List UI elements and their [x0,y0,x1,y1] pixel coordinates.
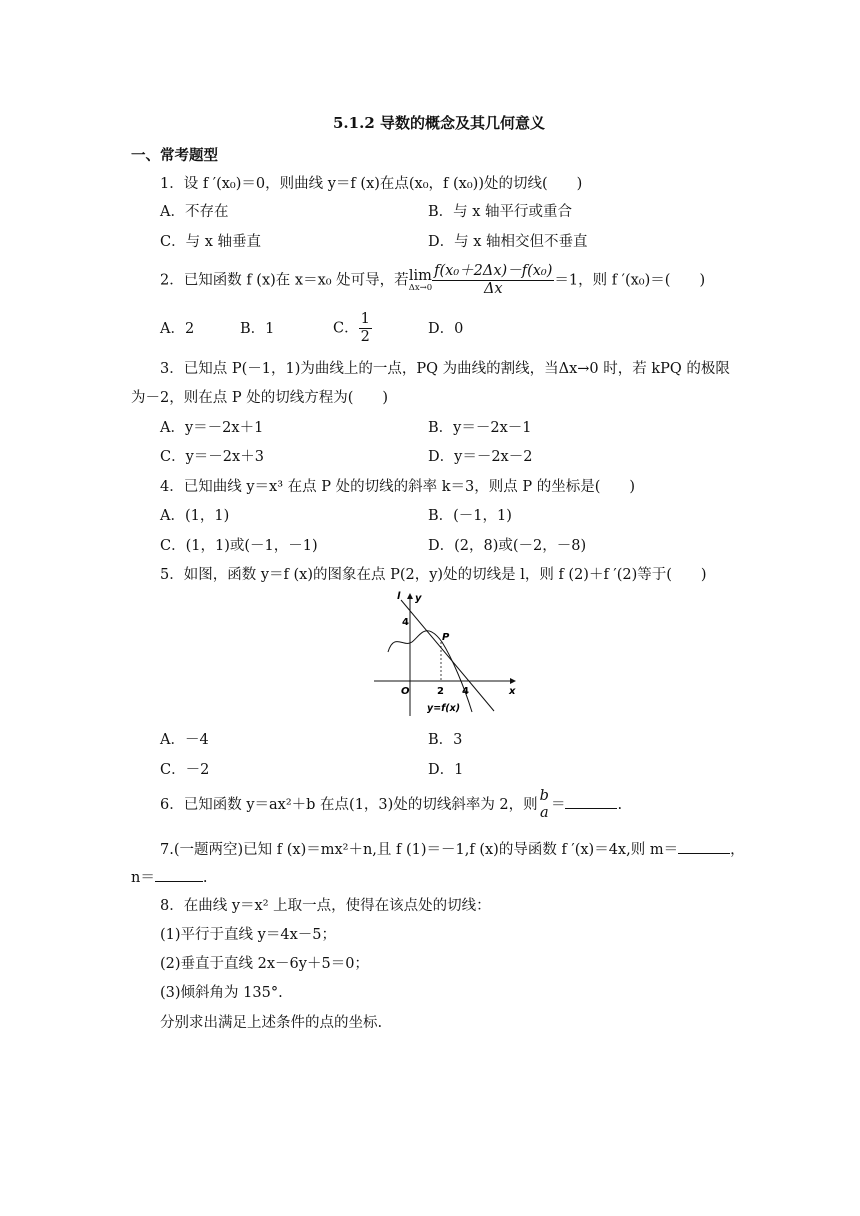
answer-blank[interactable] [565,794,617,809]
question-1-option-b: B．与 x 轴平行或重合 [428,204,573,220]
question-3-line-1: 3．已知点 P(－1，1)为曲线上的一点，PQ 为曲线的割线，当Δx→0 时，若 kPQ 的极限 [160,361,730,377]
question-5-option-b: B．3 [428,732,463,748]
question-4-option-d: D．(2，8)或(－2，－8) [428,538,587,554]
question-2-pre: 2．已知函数 f (x)在 x＝x₀ 处可导，若 [160,272,409,289]
question-7-line-2 [131,867,207,887]
fraction-numerator: 1 [360,311,370,327]
tangent-line-l [401,600,494,711]
question-4-stem: 4．已知曲线 y＝x³ 在点 P 处的切线的斜率 k＝3，则点 P 的坐标是( ) [160,479,636,495]
answer-blank-m[interactable] [678,839,730,854]
question-2-option-c [333,311,372,346]
question-3-option-b: B．y＝－2x－1 [428,420,532,436]
question-1-option-d: D．与 x 轴相交但不垂直 [428,234,588,250]
question-7-n-label: n＝ [131,870,155,886]
line-l-label: l [397,591,401,602]
question-3-option-c: C．y＝－2x＋3 [160,449,264,465]
question-7-line-1 [160,839,745,859]
x-tick-2: 2 [437,686,444,697]
question-6-end: . [617,797,623,813]
function-curve [388,631,472,712]
b-over-a-fraction [538,788,551,822]
question-5-option-a: A．－4 [160,732,209,748]
tangent-line-figure [360,590,525,720]
option-c-label: C． [333,320,359,337]
question-6-equals: ＝ [550,797,566,813]
fraction-numerator: f(x₀＋2Δx)－f(x₀) [434,263,553,279]
x-axis-arrow-icon [510,678,516,684]
question-4-option-b: B．(－1，1) [428,508,512,524]
question-7-end: . [202,870,208,886]
question-7-text: 7.(一题两空)已知 f (x)＝mx²＋n,且 f (1)＝－1,f (x)的导函数 f ′(x)＝4x,则 m＝ [160,842,679,858]
question-5-stem: 5．如图，函数 y＝f (x)的图象在点 P(2，y)处的切线是 l，则 f (2)＋f ′(2)等于( ) [160,567,707,583]
question-3-option-d: D．y＝－2x－2 [428,449,533,465]
question-2-option-a: A．2 [160,321,195,337]
question-4-option-a: A．(1，1) [160,508,230,524]
y-tick-4: 4 [402,617,409,628]
fraction-denominator: 2 [360,329,370,345]
origin-label: O [401,686,410,697]
question-2-option-b: B．1 [240,321,275,337]
point-p-label: P [442,632,450,643]
fraction-denominator: a [539,805,549,821]
question-2-option-d: D．0 [428,321,464,337]
question-8-tail: 分别求出满足上述条件的点的坐标. [160,1015,383,1031]
question-5-option-c: C．－2 [160,762,210,778]
question-1-option-c: C．与 x 轴垂直 [160,234,261,250]
question-7-comma: ， [730,842,745,858]
question-3-line-2: 为－2，则在点 P 处的切线方程为( ) [131,390,389,406]
question-6-stem [160,788,622,822]
question-8-stem: 8．在曲线 y＝x² 上取一点，使得在该点处的切线： [160,898,491,914]
question-6-pre: 6．已知函数 y＝ax²＋b 在点(1，3)处的切线斜率为 2，则 [160,797,538,813]
question-5-option-d: D．1 [428,762,464,778]
question-2-post: ＝1，则 f ′(x₀)＝( ) [554,272,706,289]
answer-blank-n[interactable] [155,867,203,882]
curve-label: y=f(x) [427,703,461,714]
limit-subscript: Δx→0 [408,282,433,293]
question-1-option-a: A．不存在 [160,204,229,220]
section-heading: 一、常考题型 [131,147,218,164]
fraction-numerator: b [539,788,549,804]
question-8-part-3: (3)倾斜角为 135°. [160,985,283,1001]
question-8-part-1: (1)平行于直线 y＝4x－5； [160,927,336,943]
question-8-part-2: (2)垂直于直线 2x－6y＋5＝0； [160,956,369,972]
difference-quotient [432,263,554,298]
one-half-fraction [359,311,372,346]
question-2-stem [160,263,705,298]
question-4-option-c: C．(1，1)或(－1，－1) [160,538,318,554]
fraction-denominator: Δx [483,281,503,297]
y-axis-arrow-icon [407,593,413,599]
x-axis-label: x [509,686,516,697]
y-axis-label: y [415,593,422,604]
question-1-stem: 1．设 f ′(x₀)＝0，则曲线 y＝f (x)在点(x₀，f (x₀))处的切线( ) [160,176,583,192]
limit-expression [409,269,432,293]
question-3-option-a: A．y＝－2x＋1 [160,420,264,436]
page-title: 5.1.2 导数的概念及其几何意义 [333,114,545,132]
limit-label: lim [408,267,432,284]
x-tick-4: 4 [462,686,469,697]
